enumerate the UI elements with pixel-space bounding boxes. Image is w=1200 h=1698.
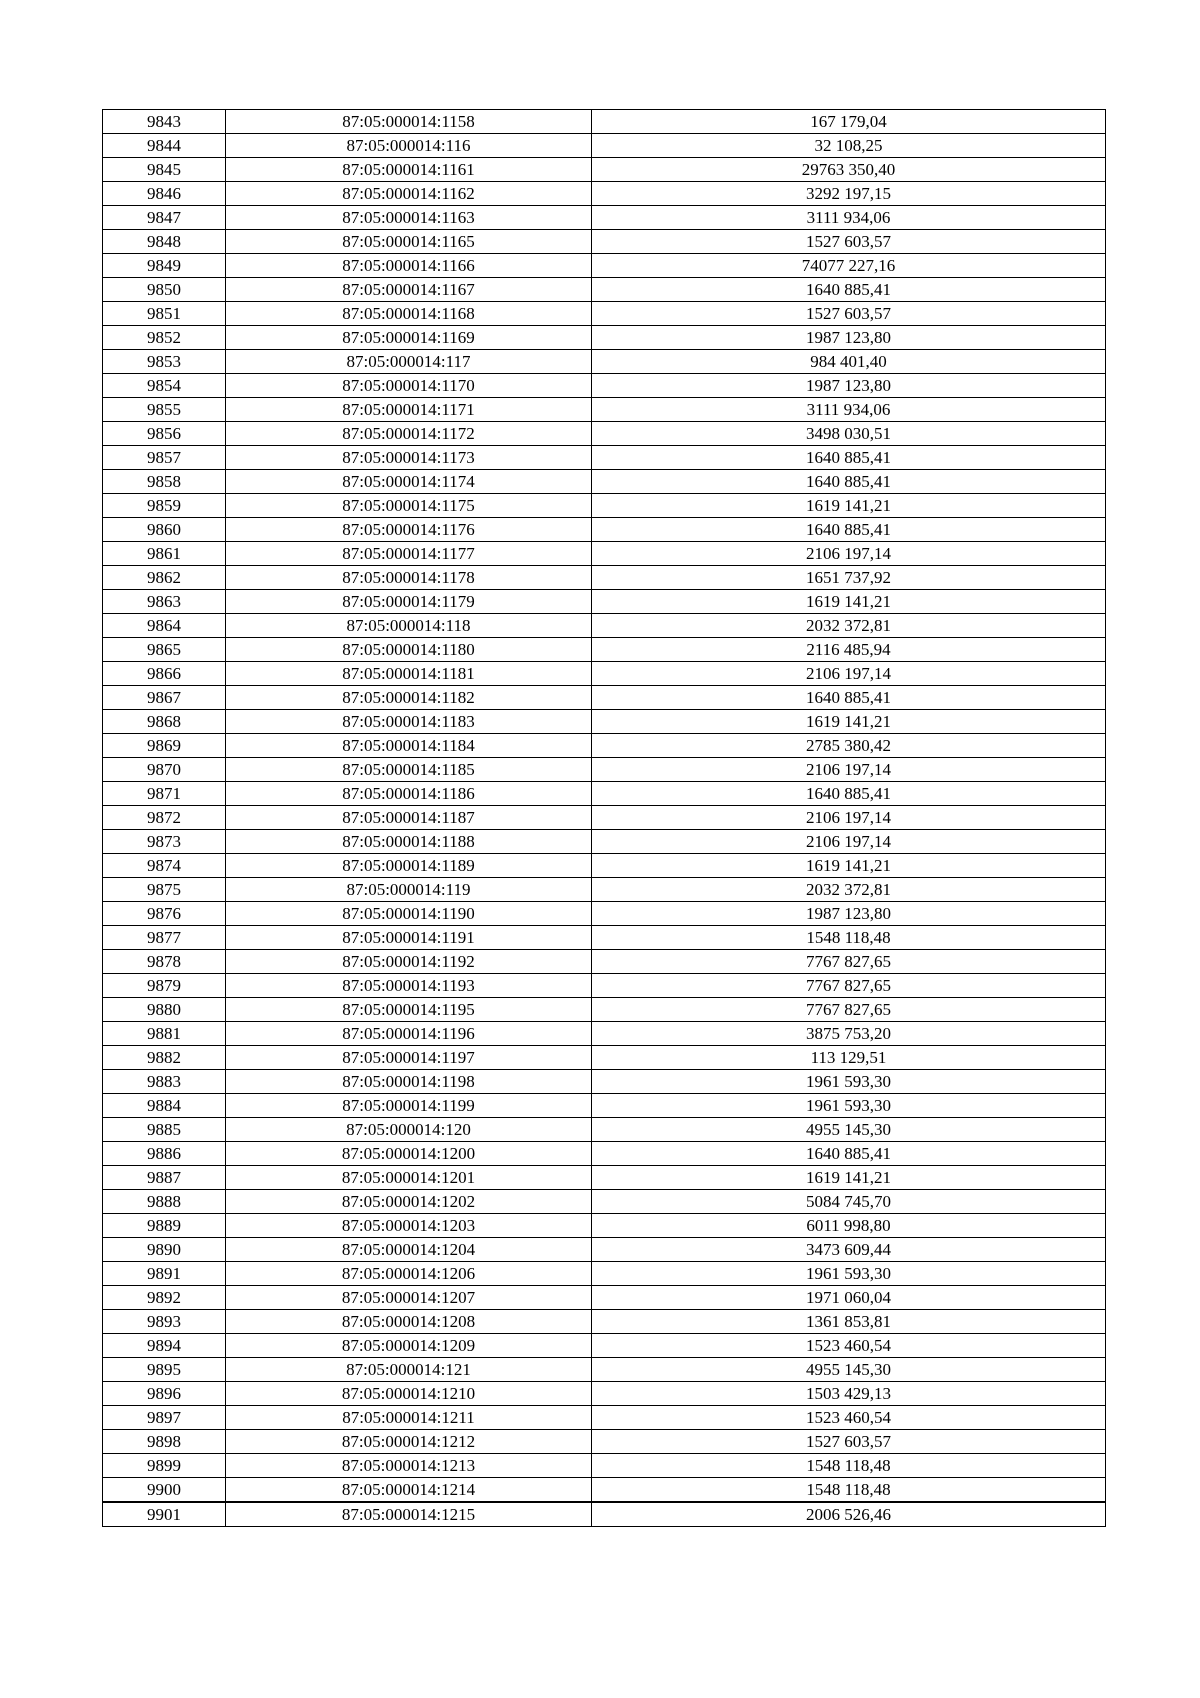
cadastral-number-cell: 87:05:000014:1200 bbox=[226, 1142, 592, 1166]
row-number-cell: 9887 bbox=[103, 1166, 226, 1190]
row-number-cell: 9880 bbox=[103, 998, 226, 1022]
table-row bbox=[103, 302, 1106, 326]
table-row bbox=[103, 1406, 1106, 1430]
cadastral-value-cell: 2032 372,81 bbox=[592, 614, 1106, 638]
cadastral-number-cell: 87:05:000014:1178 bbox=[226, 566, 592, 590]
table-row bbox=[103, 710, 1106, 734]
cadastral-value-cell: 1640 885,41 bbox=[592, 446, 1106, 470]
cadastral-value-cell: 3498 030,51 bbox=[592, 422, 1106, 446]
cadastral-number-cell: 87:05:000014:121 bbox=[226, 1358, 592, 1382]
table-row bbox=[103, 1166, 1106, 1190]
cadastral-value-cell: 1527 603,57 bbox=[592, 230, 1106, 254]
cadastral-number-cell: 87:05:000014:1171 bbox=[226, 398, 592, 422]
table-row bbox=[103, 1022, 1106, 1046]
row-number-cell: 9877 bbox=[103, 926, 226, 950]
cadastral-value-cell: 4955 145,30 bbox=[592, 1118, 1106, 1142]
table-row bbox=[103, 1310, 1106, 1334]
cadastral-value-cell: 1548 118,48 bbox=[592, 926, 1106, 950]
row-number-cell: 9871 bbox=[103, 782, 226, 806]
table-row bbox=[103, 398, 1106, 422]
cadastral-number-cell: 87:05:000014:1175 bbox=[226, 494, 592, 518]
cadastral-number-cell: 87:05:000014:117 bbox=[226, 350, 592, 374]
row-number-cell: 9890 bbox=[103, 1238, 226, 1262]
cadastral-value-table bbox=[102, 109, 1106, 1527]
table-row bbox=[103, 446, 1106, 470]
row-number-cell: 9870 bbox=[103, 758, 226, 782]
row-number-cell: 9888 bbox=[103, 1190, 226, 1214]
table-row bbox=[103, 374, 1106, 398]
row-number-cell: 9857 bbox=[103, 446, 226, 470]
cadastral-number-cell: 87:05:000014:1181 bbox=[226, 662, 592, 686]
cadastral-value-cell: 1548 118,48 bbox=[592, 1478, 1106, 1503]
cadastral-value-cell: 4955 145,30 bbox=[592, 1358, 1106, 1382]
table-row bbox=[103, 110, 1106, 134]
row-number-cell: 9876 bbox=[103, 902, 226, 926]
table-row bbox=[103, 662, 1106, 686]
cadastral-value-cell: 1503 429,13 bbox=[592, 1382, 1106, 1406]
table-row bbox=[103, 470, 1106, 494]
cadastral-value-cell: 1640 885,41 bbox=[592, 278, 1106, 302]
row-number-cell: 9861 bbox=[103, 542, 226, 566]
row-number-cell: 9894 bbox=[103, 1334, 226, 1358]
cadastral-value-cell: 1987 123,80 bbox=[592, 326, 1106, 350]
cadastral-number-cell: 87:05:000014:1190 bbox=[226, 902, 592, 926]
cadastral-number-cell: 87:05:000014:1212 bbox=[226, 1430, 592, 1454]
table-row bbox=[103, 998, 1106, 1022]
cadastral-value-cell: 1619 141,21 bbox=[592, 590, 1106, 614]
cadastral-number-cell: 87:05:000014:1201 bbox=[226, 1166, 592, 1190]
cadastral-number-cell: 87:05:000014:1162 bbox=[226, 182, 592, 206]
row-number-cell: 9862 bbox=[103, 566, 226, 590]
row-number-cell: 9885 bbox=[103, 1118, 226, 1142]
table-row bbox=[103, 1478, 1106, 1503]
cadastral-value-cell: 29763 350,40 bbox=[592, 158, 1106, 182]
cadastral-number-cell: 87:05:000014:1179 bbox=[226, 590, 592, 614]
cadastral-number-cell: 87:05:000014:1206 bbox=[226, 1262, 592, 1286]
cadastral-value-cell: 1523 460,54 bbox=[592, 1334, 1106, 1358]
table-row bbox=[103, 878, 1106, 902]
cadastral-value-cell: 3473 609,44 bbox=[592, 1238, 1106, 1262]
table-row bbox=[103, 1430, 1106, 1454]
cadastral-number-cell: 87:05:000014:1193 bbox=[226, 974, 592, 998]
cadastral-value-cell: 1651 737,92 bbox=[592, 566, 1106, 590]
cadastral-number-cell: 87:05:000014:1165 bbox=[226, 230, 592, 254]
row-number-cell: 9884 bbox=[103, 1094, 226, 1118]
cadastral-value-cell: 1971 060,04 bbox=[592, 1286, 1106, 1310]
cadastral-value-cell: 7767 827,65 bbox=[592, 974, 1106, 998]
cadastral-value-cell: 2032 372,81 bbox=[592, 878, 1106, 902]
table-row bbox=[103, 206, 1106, 230]
table-row bbox=[103, 830, 1106, 854]
row-number-cell: 9878 bbox=[103, 950, 226, 974]
cadastral-value-cell: 3292 197,15 bbox=[592, 182, 1106, 206]
row-number-cell: 9850 bbox=[103, 278, 226, 302]
cadastral-value-cell: 1987 123,80 bbox=[592, 374, 1106, 398]
table-row bbox=[103, 326, 1106, 350]
table-row bbox=[103, 1070, 1106, 1094]
row-number-cell: 9865 bbox=[103, 638, 226, 662]
cadastral-number-cell: 87:05:000014:1191 bbox=[226, 926, 592, 950]
cadastral-number-cell: 87:05:000014:1180 bbox=[226, 638, 592, 662]
row-number-cell: 9846 bbox=[103, 182, 226, 206]
row-number-cell: 9873 bbox=[103, 830, 226, 854]
cadastral-number-cell: 87:05:000014:1167 bbox=[226, 278, 592, 302]
cadastral-number-cell: 87:05:000014:1163 bbox=[226, 206, 592, 230]
cadastral-number-cell: 87:05:000014:1196 bbox=[226, 1022, 592, 1046]
table-row bbox=[103, 1286, 1106, 1310]
table-row bbox=[103, 182, 1106, 206]
cadastral-value-cell: 1961 593,30 bbox=[592, 1262, 1106, 1286]
table-row bbox=[103, 638, 1106, 662]
row-number-cell: 9855 bbox=[103, 398, 226, 422]
row-number-cell: 9896 bbox=[103, 1382, 226, 1406]
cadastral-number-cell: 87:05:000014:1195 bbox=[226, 998, 592, 1022]
cadastral-number-cell: 87:05:000014:1198 bbox=[226, 1070, 592, 1094]
cadastral-number-cell: 87:05:000014:1215 bbox=[226, 1502, 592, 1527]
row-number-cell: 9844 bbox=[103, 134, 226, 158]
table-row bbox=[103, 134, 1106, 158]
row-number-cell: 9893 bbox=[103, 1310, 226, 1334]
cadastral-value-cell: 1619 141,21 bbox=[592, 710, 1106, 734]
row-number-cell: 9859 bbox=[103, 494, 226, 518]
row-number-cell: 9863 bbox=[103, 590, 226, 614]
row-number-cell: 9875 bbox=[103, 878, 226, 902]
row-number-cell: 9847 bbox=[103, 206, 226, 230]
row-number-cell: 9867 bbox=[103, 686, 226, 710]
cadastral-number-cell: 87:05:000014:1203 bbox=[226, 1214, 592, 1238]
row-number-cell: 9849 bbox=[103, 254, 226, 278]
cadastral-number-cell: 87:05:000014:1213 bbox=[226, 1454, 592, 1478]
row-number-cell: 9892 bbox=[103, 1286, 226, 1310]
cadastral-value-cell: 2106 197,14 bbox=[592, 806, 1106, 830]
table-row bbox=[103, 974, 1106, 998]
table-row bbox=[103, 1142, 1106, 1166]
cadastral-value-cell: 1961 593,30 bbox=[592, 1070, 1106, 1094]
row-number-cell: 9845 bbox=[103, 158, 226, 182]
table-row bbox=[103, 686, 1106, 710]
row-number-cell: 9900 bbox=[103, 1478, 226, 1503]
cadastral-number-cell: 87:05:000014:1174 bbox=[226, 470, 592, 494]
cadastral-number-cell: 87:05:000014:1192 bbox=[226, 950, 592, 974]
cadastral-value-cell: 113 129,51 bbox=[592, 1046, 1106, 1070]
row-number-cell: 9883 bbox=[103, 1070, 226, 1094]
table-row bbox=[103, 806, 1106, 830]
cadastral-number-cell: 87:05:000014:1209 bbox=[226, 1334, 592, 1358]
cadastral-number-cell: 87:05:000014:1169 bbox=[226, 326, 592, 350]
table-row bbox=[103, 926, 1106, 950]
cadastral-number-cell: 87:05:000014:1208 bbox=[226, 1310, 592, 1334]
row-number-cell: 9891 bbox=[103, 1262, 226, 1286]
row-number-cell: 9854 bbox=[103, 374, 226, 398]
table-row bbox=[103, 1358, 1106, 1382]
cadastral-value-cell: 2785 380,42 bbox=[592, 734, 1106, 758]
cadastral-number-cell: 87:05:000014:1173 bbox=[226, 446, 592, 470]
cadastral-value-cell: 2006 526,46 bbox=[592, 1502, 1106, 1527]
table-row bbox=[103, 278, 1106, 302]
row-number-cell: 9852 bbox=[103, 326, 226, 350]
cadastral-number-cell: 87:05:000014:1214 bbox=[226, 1478, 592, 1503]
cadastral-number-cell: 87:05:000014:1199 bbox=[226, 1094, 592, 1118]
cadastral-value-cell: 3111 934,06 bbox=[592, 206, 1106, 230]
table-row bbox=[103, 1238, 1106, 1262]
table-row bbox=[103, 350, 1106, 374]
cadastral-number-cell: 87:05:000014:1189 bbox=[226, 854, 592, 878]
cadastral-number-cell: 87:05:000014:1210 bbox=[226, 1382, 592, 1406]
cadastral-value-cell: 2106 197,14 bbox=[592, 830, 1106, 854]
row-number-cell: 9901 bbox=[103, 1502, 226, 1527]
cadastral-number-cell: 87:05:000014:1188 bbox=[226, 830, 592, 854]
cadastral-number-cell: 87:05:000014:1158 bbox=[226, 110, 592, 134]
table-row bbox=[103, 542, 1106, 566]
row-number-cell: 9881 bbox=[103, 1022, 226, 1046]
table-row bbox=[103, 1334, 1106, 1358]
cadastral-number-cell: 87:05:000014:1204 bbox=[226, 1238, 592, 1262]
row-number-cell: 9872 bbox=[103, 806, 226, 830]
cadastral-number-cell: 87:05:000014:1202 bbox=[226, 1190, 592, 1214]
row-number-cell: 9853 bbox=[103, 350, 226, 374]
row-number-cell: 9848 bbox=[103, 230, 226, 254]
cadastral-value-cell: 1640 885,41 bbox=[592, 782, 1106, 806]
cadastral-value-cell: 2106 197,14 bbox=[592, 542, 1106, 566]
row-number-cell: 9898 bbox=[103, 1430, 226, 1454]
row-number-cell: 9869 bbox=[103, 734, 226, 758]
row-number-cell: 9899 bbox=[103, 1454, 226, 1478]
cadastral-number-cell: 87:05:000014:1176 bbox=[226, 518, 592, 542]
cadastral-number-cell: 87:05:000014:1211 bbox=[226, 1406, 592, 1430]
table-row bbox=[103, 494, 1106, 518]
cadastral-value-cell: 1640 885,41 bbox=[592, 518, 1106, 542]
row-number-cell: 9860 bbox=[103, 518, 226, 542]
cadastral-value-cell: 1640 885,41 bbox=[592, 1142, 1106, 1166]
cadastral-number-cell: 87:05:000014:116 bbox=[226, 134, 592, 158]
row-number-cell: 9868 bbox=[103, 710, 226, 734]
cadastral-number-cell: 87:05:000014:120 bbox=[226, 1118, 592, 1142]
cadastral-value-cell: 1619 141,21 bbox=[592, 1166, 1106, 1190]
cadastral-number-cell: 87:05:000014:1185 bbox=[226, 758, 592, 782]
row-number-cell: 9897 bbox=[103, 1406, 226, 1430]
table-row bbox=[103, 734, 1106, 758]
cadastral-value-cell: 2106 197,14 bbox=[592, 662, 1106, 686]
cadastral-number-cell: 87:05:000014:1177 bbox=[226, 542, 592, 566]
row-number-cell: 9879 bbox=[103, 974, 226, 998]
table-row bbox=[103, 1046, 1106, 1070]
cadastral-value-cell: 2116 485,94 bbox=[592, 638, 1106, 662]
cadastral-value-cell: 2106 197,14 bbox=[592, 758, 1106, 782]
table-row bbox=[103, 1382, 1106, 1406]
cadastral-number-cell: 87:05:000014:1197 bbox=[226, 1046, 592, 1070]
row-number-cell: 9843 bbox=[103, 110, 226, 134]
cadastral-value-cell: 1361 853,81 bbox=[592, 1310, 1106, 1334]
table-row bbox=[103, 782, 1106, 806]
table-row bbox=[103, 758, 1106, 782]
row-number-cell: 9874 bbox=[103, 854, 226, 878]
cadastral-value-cell: 1523 460,54 bbox=[592, 1406, 1106, 1430]
cadastral-value-cell: 1527 603,57 bbox=[592, 1430, 1106, 1454]
cadastral-number-cell: 87:05:000014:1168 bbox=[226, 302, 592, 326]
cadastral-value-cell: 5084 745,70 bbox=[592, 1190, 1106, 1214]
cadastral-value-cell: 1640 885,41 bbox=[592, 470, 1106, 494]
row-number-cell: 9866 bbox=[103, 662, 226, 686]
row-number-cell: 9889 bbox=[103, 1214, 226, 1238]
cadastral-value-cell: 1527 603,57 bbox=[592, 302, 1106, 326]
cadastral-value-cell: 1619 141,21 bbox=[592, 854, 1106, 878]
table-row bbox=[103, 1214, 1106, 1238]
cadastral-value-cell: 6011 998,80 bbox=[592, 1214, 1106, 1238]
table-row bbox=[103, 902, 1106, 926]
table-row bbox=[103, 518, 1106, 542]
row-number-cell: 9864 bbox=[103, 614, 226, 638]
cadastral-number-cell: 87:05:000014:118 bbox=[226, 614, 592, 638]
table-row bbox=[103, 1190, 1106, 1214]
table-row bbox=[103, 422, 1106, 446]
cadastral-number-cell: 87:05:000014:1182 bbox=[226, 686, 592, 710]
cadastral-number-cell: 87:05:000014:1184 bbox=[226, 734, 592, 758]
cadastral-number-cell: 87:05:000014:1183 bbox=[226, 710, 592, 734]
table-row bbox=[103, 1262, 1106, 1286]
cadastral-number-cell: 87:05:000014:1186 bbox=[226, 782, 592, 806]
cadastral-value-cell: 3875 753,20 bbox=[592, 1022, 1106, 1046]
row-number-cell: 9851 bbox=[103, 302, 226, 326]
table-row bbox=[103, 1502, 1106, 1527]
cadastral-value-cell: 1987 123,80 bbox=[592, 902, 1106, 926]
table-row bbox=[103, 950, 1106, 974]
table-row bbox=[103, 1118, 1106, 1142]
cadastral-value-cell: 74077 227,16 bbox=[592, 254, 1106, 278]
row-number-cell: 9858 bbox=[103, 470, 226, 494]
cadastral-number-cell: 87:05:000014:1166 bbox=[226, 254, 592, 278]
row-number-cell: 9886 bbox=[103, 1142, 226, 1166]
cadastral-value-cell: 1961 593,30 bbox=[592, 1094, 1106, 1118]
table-row bbox=[103, 590, 1106, 614]
table-row bbox=[103, 254, 1106, 278]
cadastral-value-cell: 32 108,25 bbox=[592, 134, 1106, 158]
table-row bbox=[103, 854, 1106, 878]
cadastral-value-cell: 167 179,04 bbox=[592, 110, 1106, 134]
cadastral-number-cell: 87:05:000014:1170 bbox=[226, 374, 592, 398]
cadastral-value-cell: 1640 885,41 bbox=[592, 686, 1106, 710]
cadastral-number-cell: 87:05:000014:1187 bbox=[226, 806, 592, 830]
table-row bbox=[103, 1454, 1106, 1478]
cadastral-number-cell: 87:05:000014:119 bbox=[226, 878, 592, 902]
cadastral-value-cell: 1548 118,48 bbox=[592, 1454, 1106, 1478]
cadastral-value-cell: 1619 141,21 bbox=[592, 494, 1106, 518]
table-body bbox=[103, 110, 1106, 1527]
cadastral-number-cell: 87:05:000014:1207 bbox=[226, 1286, 592, 1310]
cadastral-value-cell: 7767 827,65 bbox=[592, 950, 1106, 974]
cadastral-number-cell: 87:05:000014:1161 bbox=[226, 158, 592, 182]
row-number-cell: 9895 bbox=[103, 1358, 226, 1382]
table-row bbox=[103, 614, 1106, 638]
cadastral-value-cell: 984 401,40 bbox=[592, 350, 1106, 374]
table-row bbox=[103, 1094, 1106, 1118]
table-row bbox=[103, 158, 1106, 182]
table-row bbox=[103, 566, 1106, 590]
row-number-cell: 9882 bbox=[103, 1046, 226, 1070]
cadastral-value-cell: 7767 827,65 bbox=[592, 998, 1106, 1022]
row-number-cell: 9856 bbox=[103, 422, 226, 446]
table-row bbox=[103, 230, 1106, 254]
cadastral-number-cell: 87:05:000014:1172 bbox=[226, 422, 592, 446]
cadastral-value-cell: 3111 934,06 bbox=[592, 398, 1106, 422]
